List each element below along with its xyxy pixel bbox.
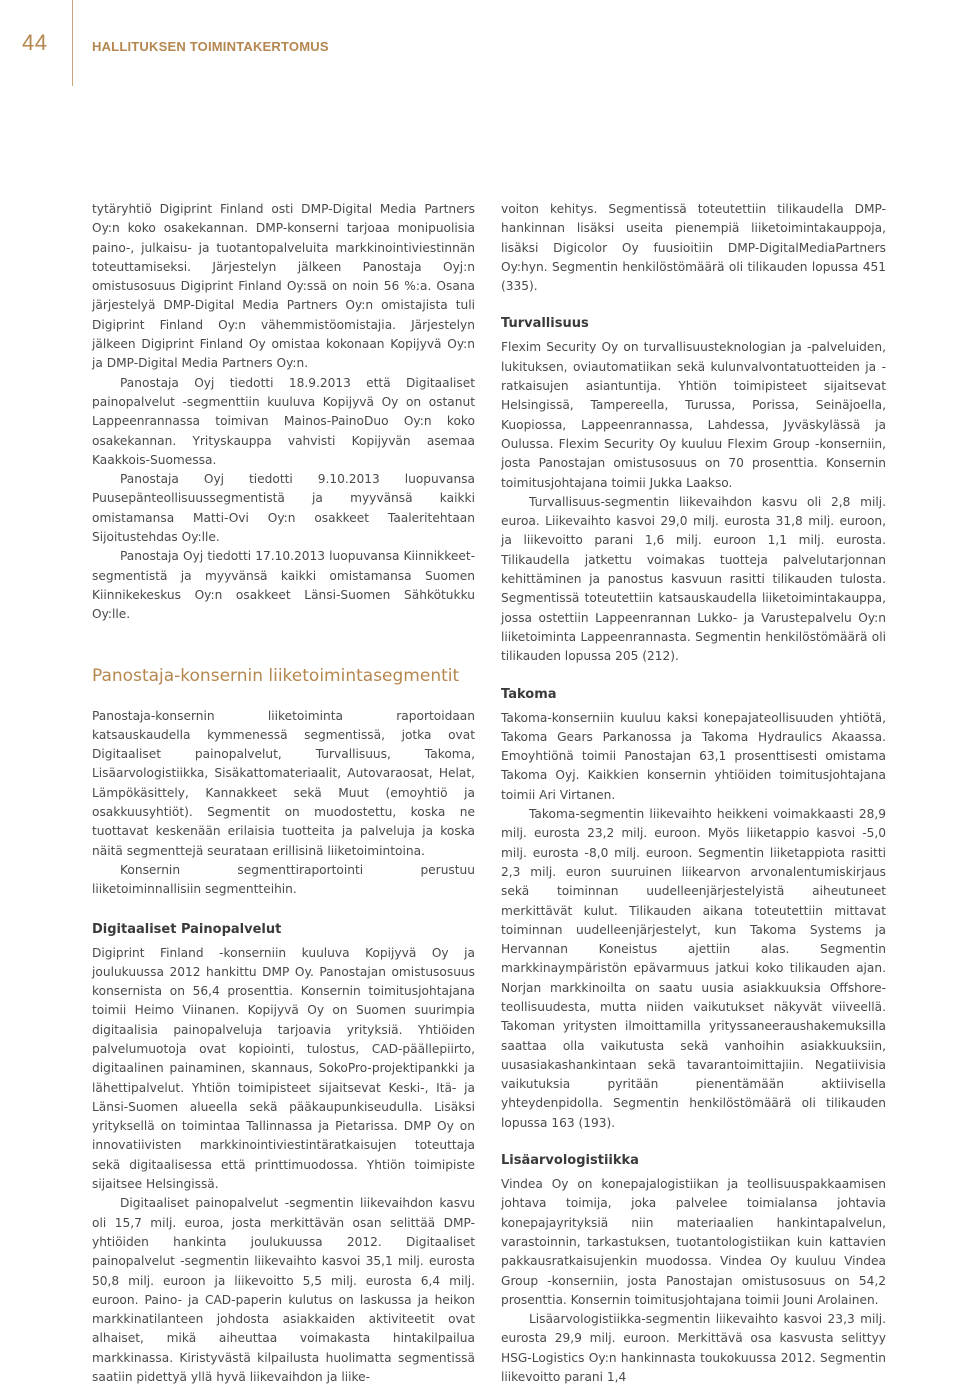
paragraph: Lisäarvologistiikka-segmentin liikevaihto kasvoi 23,3 milj. eurosta 29,9 milj. euroon. Merkittävä osa kasvusta selittyy HSG-Logistics Oy:n hankinnasta toukokuussa 2012. Segmentin liikevoitto parani 1,4	[501, 1312, 886, 1385]
heading-segments: Panostaja-konsernin liiketoimintasegmentit	[92, 665, 460, 686]
heading-turvallisuus: Turvallisuus	[501, 316, 589, 332]
heading-takoma: Takoma	[501, 686, 557, 702]
paragraph: Flexim Security Oy on turvallisuusteknologian ja -palveluiden, lukituksen, oviautomatiikan sekä kulunvalvontatuotteiden ja -ratkaisujen asiantuntija. Yhtiön toimipisteet sijaitsevat Helsingissä, Tampereella, Turussa, Porissa, Seinäjoella, Kuopiossa, Lappeenrannassa, Lahdessa, Jyväskylässä ja Oulussa. Flexim Security Oy kuuluu Flexim Group -konserniin, josta Panostajan omistusosuus on 70 prosenttia. Konsernin toimitusjohtajana toimii Jukka Laakso.	[501, 340, 886, 490]
paragraph: Vindea Oy on konepajalogistiikan ja teollisuuspakkaamisen johtava toimija, joka palvelee toimialansa johtavia konepajayrityksiä niin materiaalien hankintapalvelun, varastoinnin, tarkastuksen, tuotantologistiikan kuin kattavien pakkausratkaisujenkin muodossa. Vindea Oy kuuluu Vindea Group -konserniin, josta Panostajan omistusosuus on 54,2 prosenttia. Konsernin toimitusjohtajana toimii Jouni Arolainen.	[501, 1177, 886, 1307]
page-number: 44	[22, 30, 48, 55]
paragraph: tytäryhtiö Digiprint Finland osti DMP-Digital Media Partners Oy:n koko osakekannan. DMP-konserni tarjoaa monipuolisia paino-, julkaisu- ja tuotantopalveluita markkinointiviestinnän toteuttamiseksi. Järjestelyn jälkeen Panostaja Oyj:n omistusosuus Digiprint Finland Oy:ssä on noin 56 %:a. Osana järjestelyä DMP-Digital Media Partners Oy:n omistajista tuli Digiprint Finland Oy:n vähemmistöomistajia. Järjestelyn jälkeen Digiprint Finland Oy omistaa kokonaan Kopijyvä Oy:n ja DMP-Digital Media Partners Oy:n.	[92, 202, 475, 371]
paragraph: voiton kehitys. Segmentissä toteutettiin tilikaudella DMP-hankinnan lisäksi useita pienempiä liiketoimintakauppoja, lisäksi Digicolor Oy fuusioitiin DMP-DigitalMediaPartners Oy:hyn. Segmentin henkilöstömäärä oli tilikauden lopussa 451 (335).	[501, 202, 886, 294]
paragraph: Panostaja Oyj tiedotti 9.10.2013 luopuvansa Puusepänteollisuussegmentistä ja myyvänsä kaikki omistamansa Matti-Ovi Oy:n osakkeet Taaleritehtaan Sijoitustehdas Oy:lle.	[92, 472, 475, 545]
paragraph: Takoma-konserniin kuuluu kaksi konepajateollisuuden yhtiötä, Takoma Gears Parkanossa ja Takoma Hydraulics Akaassa. Emoyhtiönä toimii Panostajan 63,1 prosenttisesti omistama Takoma Oyj. Kaikkien konsernin yhtiöiden toimitusjohtajana toimii Ari Virtanen.	[501, 710, 886, 802]
heading-lisaarvologistiikka: Lisäarvologistiikka	[501, 1153, 639, 1169]
paragraph: Digitaaliset painopalvelut -segmentin liikevaihdon kasvu oli 15,7 milj. euroa, josta merkittävän osan selittää DMP-yhtiöiden hankinta joulukuussa 2012. Digitaaliset painopalvelut -segmentin liikevaihto kasvoi 35,1 milj. eurosta 50,8 milj. euroon ja liikevoitto 5,5 milj. eurosta 6,4 milj. euroon. Paino- ja CAD-paperin kulutus on laskussa ja heikon markkinatilanteen johdosta asiakkaiden aktiviteetit ovat alhaiset, mikä aiheuttaa voimakasta hintakilpailua markkinassa. Kiristyvästä kilpailusta huolimatta segmentissä saatiin pidettyä yllä hyvä liikevaihdon ja liike-	[92, 1196, 475, 1385]
right-column	[501, 200, 886, 1387]
left-column	[92, 200, 475, 1387]
paragraph: Panostaja-konsernin liiketoiminta raportoidaan katsauskaudella kymmenessä segmentissä, jotka ovat Digitaaliset painopalvelut, Turvallisuus, Takoma, Lisäarvologistiikka, Sisäkattomateriaalit, Autovaraosat, Helat, Lämpökäsittely, Kannakkeet sekä Muut (emoyhtiö ja osakkuusyhtiöt). Segmentit on muodostettu, koska ne tuottavat keskenään erilaisia tuotteita ja palveluja ja koska näitä segmenttejä seurataan erillisinä liiketoimintoina.	[92, 708, 475, 858]
page-header	[0, 0, 960, 86]
paragraph: Takoma-segmentin liikevaihto heikkeni voimakkaasti 28,9 milj. eurosta 23,2 milj. euroon. Myös liiketappio kasvoi -5,0 milj. eurosta -8,0 milj. euroon. Segmentin liiketappiota rasitti 2,3 milj. euron suuruinen liikearvon arvonalentumiskirjaus sekä toiminnan uudelleenjärjestelyistä aiheutuneet merkittävät kulut. Tilikauden aikana toteutettiin mittavat toiminnan uudelleenjärjestelyt, kun Takoma Systems ja Hervannan Koneistus ajettiin alas. Segmentin markkinaympäristön epävarmuus jatkui koko tilikauden ajan. Norjan markkinoilta on saatu uusia asiakkuuksia Offshore-teollisuudesta, mutta niiden vaikutukset näkyvät viiveellä. Takoman yritysten ilmoittamilla yrityssaneeraushakemuksilla saattaa olla vaikutusta sekä vanhoihin asiakkuuksiin, uusasiakashankintaan sekä tavarantoimittajiin. Negatiivisia vaikutuksia pyritään pienentämään aktiivisella yhteydenpidolla. Segmentin henkilöstömäärä oli tilikauden lopussa 163 (193).	[501, 807, 886, 1130]
paragraph: Panostaja Oyj tiedotti 18.9.2013 että Digitaaliset painopalvelut -segmenttiin kuuluva Kopijyvä Oy on ostanut Lappeenrannassa toimivan Mainos-PainoDuo Oy:n koko osakekannan. Yrityskauppa vahvisti Kopijyvän asemaa Kaakkois-Suomessa.	[92, 375, 475, 467]
paragraph: Panostaja Oyj tiedotti 17.10.2013 luopuvansa Kiinnikkeet-segmentistä ja myyvänsä kaikki omistamansa Suomen Kiinnikekeskus Oy:n osakkeet Länsi-Suomen Sähkötukku Oy:lle.	[92, 549, 475, 622]
paragraph: Turvallisuus-segmentin liikevaihdon kasvu oli 2,8 milj. euroa. Liikevaihto kasvoi 29,0 milj. eurosta 31,8 milj. euroon, ja liikevoitto parani 1,6 milj. euroon 1,1 milj. eurosta. Tilikaudella jatkettu voimakas tuotteja palvelutarjonnan kehittäminen ja panostus kasvuun rasitti tilikauden tulosta. Segmentissä toteutettiin katsauskaudella liiketoimintakauppa, jossa ostettiin Lappeenrannan Lukko- ja Varustepalvelu Oy:n liiketoiminta Lappeenrannasta. Segmentin henkilöstömäärä oli tilikauden lopussa 205 (212).	[501, 494, 886, 664]
paragraph: Digiprint Finland -konserniin kuuluva Kopijyvä Oy ja joulukuussa 2012 hankittu DMP Oy. Panostajan omistusosuus konsernista on 56,4 prosenttia. Konsernin toimitusjohtajana toimii Heimo Viinanen. Kopijyvä Oy on Suomen suurimpia digitaalisia painopalveluja tarjoavia yrityksiä. Yhtiöiden palvelumuotoja ovat kopiointi, tulostus, CAD-päällepiirto, digitaalinen painaminen, skannaus, SokoPro-projektipankki ja lähettipalvelut. Yhtiön toimipisteet sijaitsevat Keski-, Itä- ja Länsi-Suomen alueella sekä pääkaupunkiseudulla. Lisäksi yrityksellä on toimintaa Tallinnassa ja Pietarissa. DMP Oy on innovatiivisten markkinointiviestintäratkaisujen toteuttaja sekä digitaalisessa että printtimuodossa. Yhtiön toimipiste sijaitsee Helsingissä.	[92, 945, 475, 1192]
section-title: HALLITUKSEN TOIMINTAKERTOMUS	[92, 39, 329, 54]
header-divider	[72, 0, 73, 86]
paragraph: Konsernin segmenttiraportointi perustuu liiketoiminnallisiin segmentteihin.	[92, 862, 475, 897]
heading-digitaaliset: Digitaaliset Painopalvelut	[92, 921, 282, 937]
